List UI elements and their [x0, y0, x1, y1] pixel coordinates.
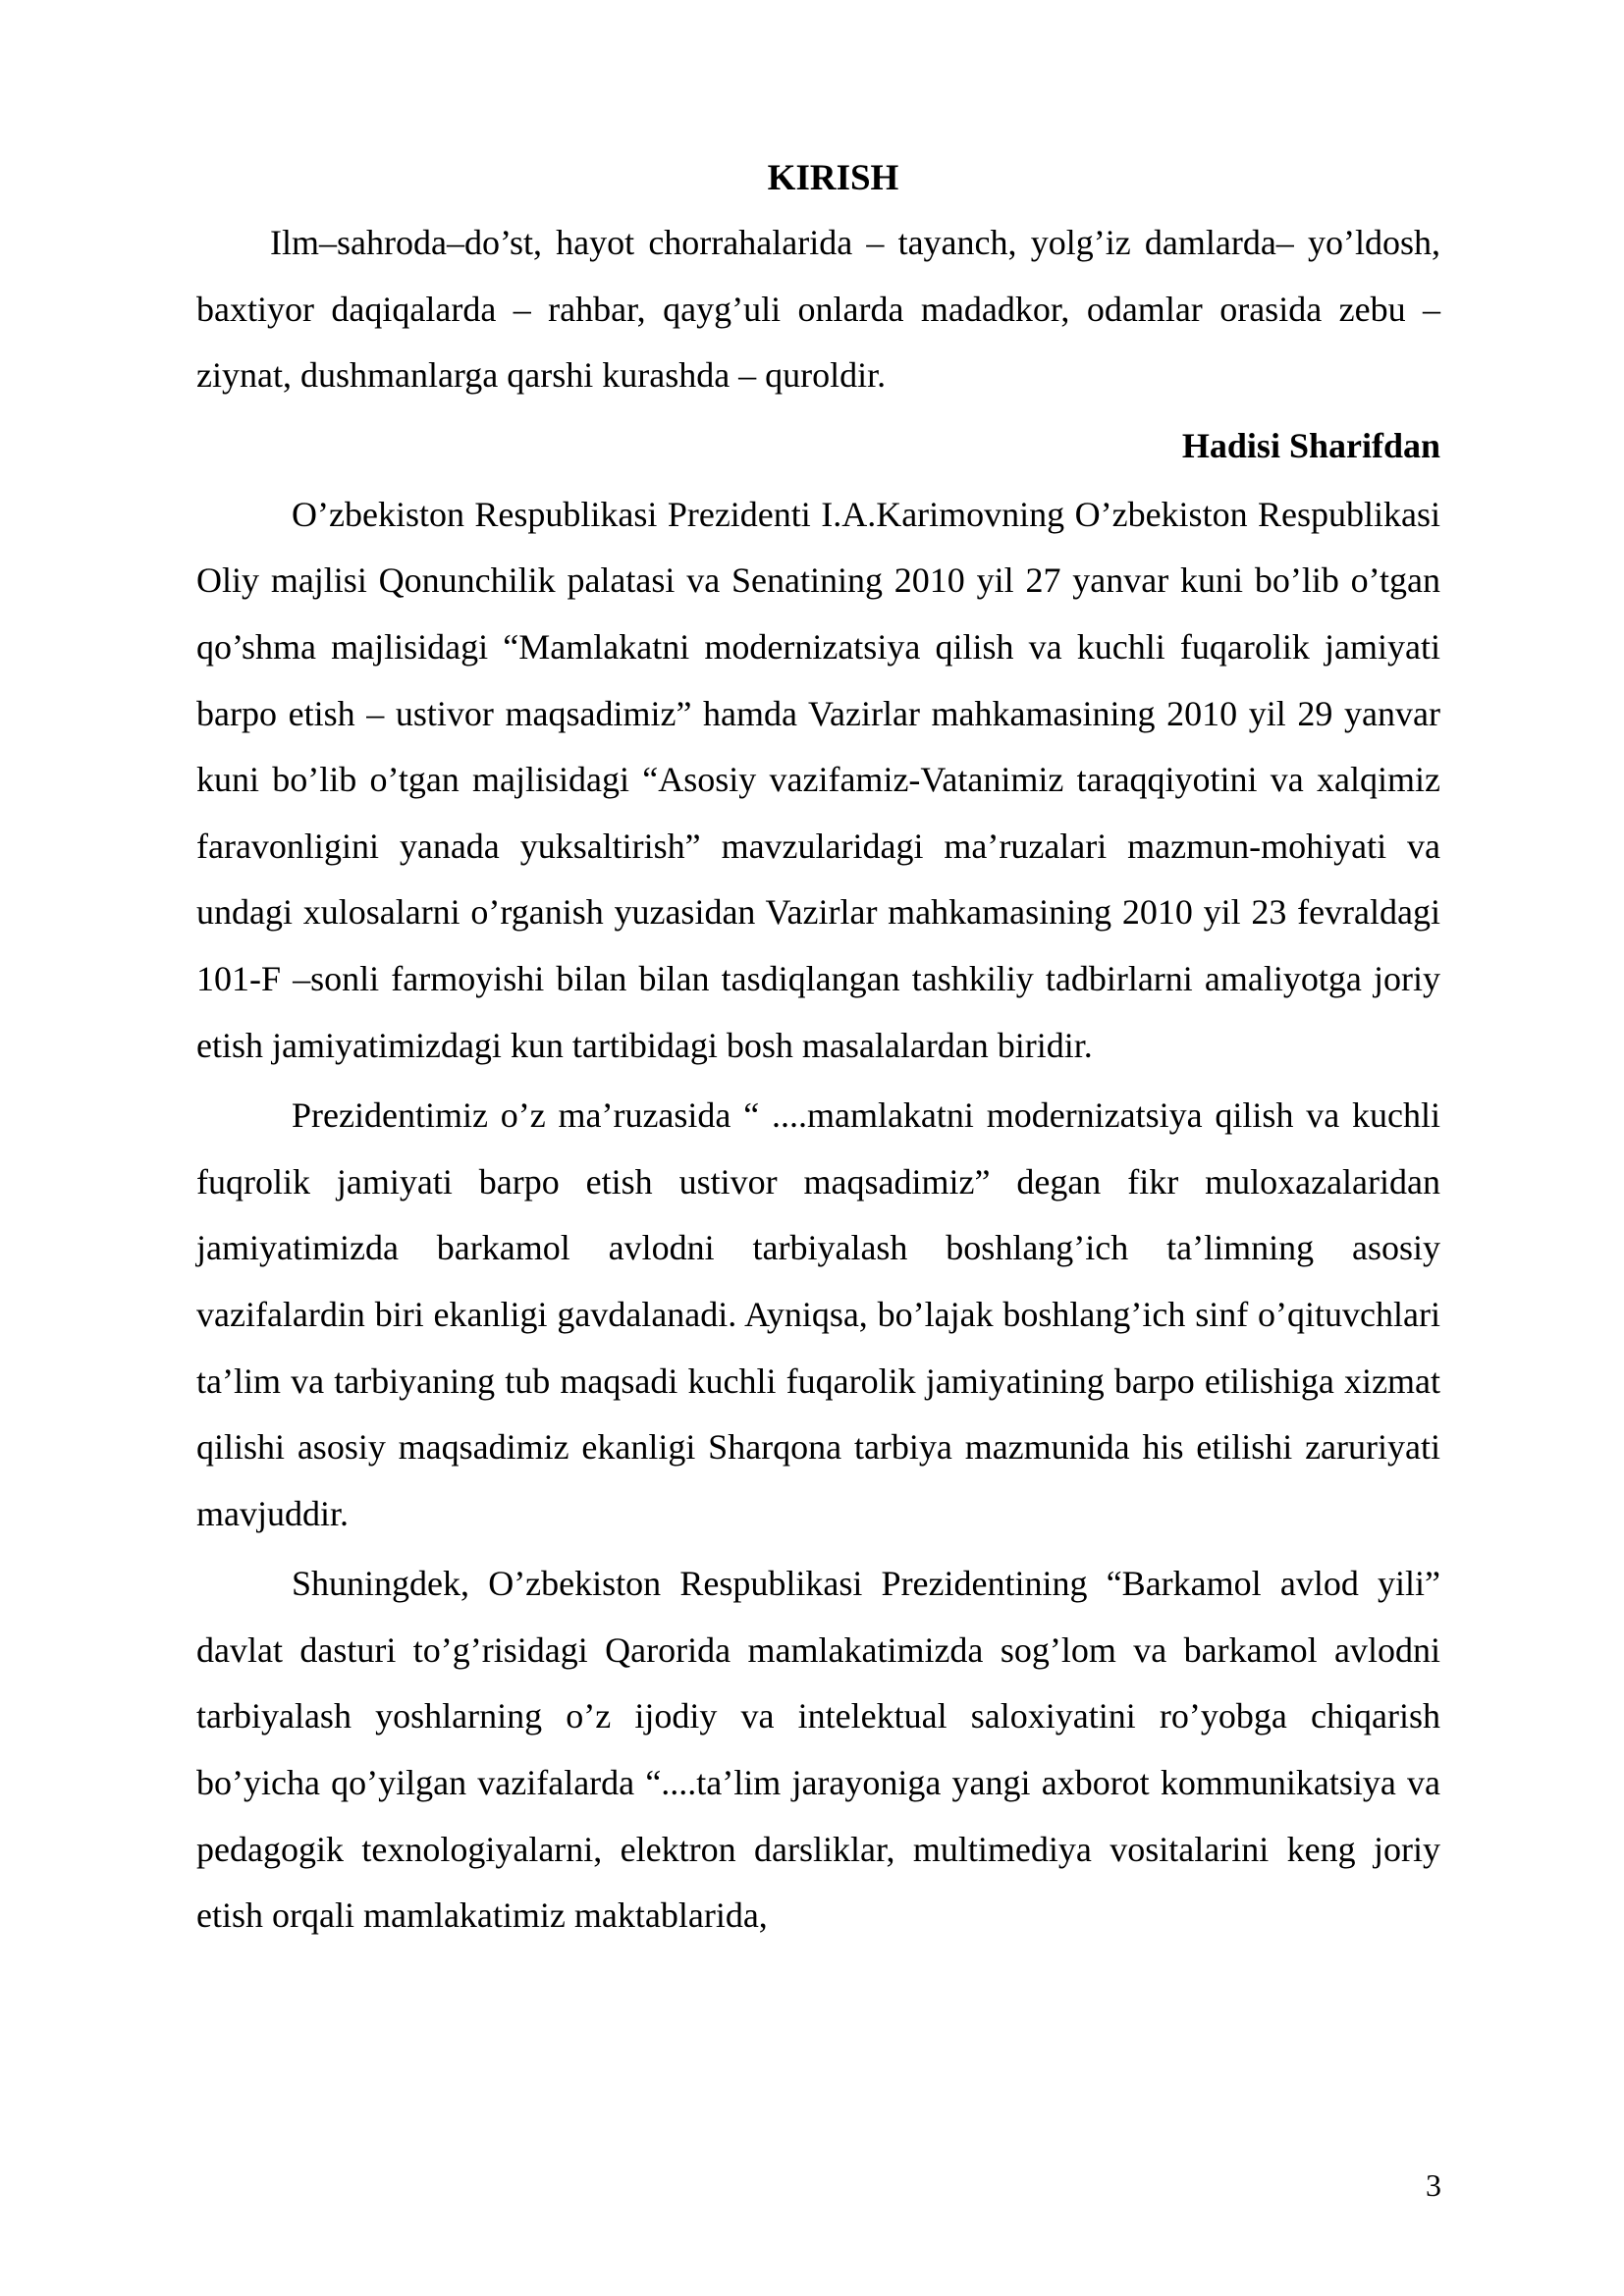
page-number: 3: [1426, 2167, 1441, 2203]
body-paragraph: Shuningdek, O’zbekiston Respublikasi Prezidentining “Barkamol avlod yili” davlat dasturi to’g’risidagi Qarorida mamlakatimizda sog’lom va barkamol avlodni tarbiyalash yoshlarning o’z ijodiy va intelektual saloxiyatini ro’yobga chiqarish bo’yicha qo’yilgan vazifalarda “....ta’lim jarayoniga yangi axborot kommunikatsiya va pedagogik texnologiyalarni, elektron darsliklar, multimediya vositalarini keng joriy etish orqali mamlakatimiz maktablarida,: [196, 1564, 1440, 1936]
body-paragraph: Prezidentimiz o’z ma’ruzasida “ ....mamlakatni modernizatsiya qilish va kuchli fuqrolik jamiyati barpo etish ustivor maqsadimiz” degan fikr muloxazalaridan jamiyatimizda barkamol avlodni tarbiyalash boshlang’ich ta’limning asosiy vazifalardin biri ekanligi gavdalanadi. Ayniqsa, bo’lajak boshlang’ich sinf o’qituvchlari ta’lim va tarbiyaning tub maqsadi kuchli fuqarolik jamiyatining barpo etilishiga xizmat qilishi asosiy maqsadimiz ekanligi Sharqona tarbiya mazmunida his etilishi zaruriyati mavjuddir.: [196, 1095, 1440, 1533]
section-heading: KIRISH: [767, 158, 899, 198]
body-paragraph: O’zbekiston Respublikasi Prezidenti I.A.Karimovning O’zbekiston Respublikasi Oliy majlisi Qonunchilik palatasi va Senatining 2010 yil 27 yanvar kuni bo’lib o’tgan qo’shma majlisidagi “Mamlakatni modernizatsiya qilish va kuchli fuqarolik jamiyati barpo etish – ustivor maqsadimiz” hamda Vazirlar mahkamasining 2010 yil 29 yanvar kuni bo’lib o’tgan majlisidagi “Asosiy vazifamiz-Vatanimiz taraqqiyotini va xalqimiz faravonligini yanada yuksaltirish” mavzularidagi ma’ruzalari mazmun-mohiyati va undagi xulosalarni o’rganish yuzasidan Vazirlar mahkamasining 2010 yil 23 fevraldagi 101-F –sonli farmoyishi bilan bilan tasdiqlangan tashkiliy tadbirlarni amaliyotga joriy etish jamiyatimizdagi kun tartibidagi bosh masalalardan biridir.: [196, 494, 1440, 1065]
epigraph-text: Ilm–sahroda–do’st, hayot chorrahalarida – tayanch, yolg’iz damlarda– yo’ldosh, baxtiyor daqiqalarda – rahbar, qayg’uli onlarda madadkor, odamlar orasida zebu – ziynat, dushmanlarga qarshi kurashda – quroldir.: [196, 223, 1440, 396]
epigraph-attribution: Hadisi Sharifdan: [1181, 425, 1440, 465]
document-page: [196, 147, 1440, 1949]
